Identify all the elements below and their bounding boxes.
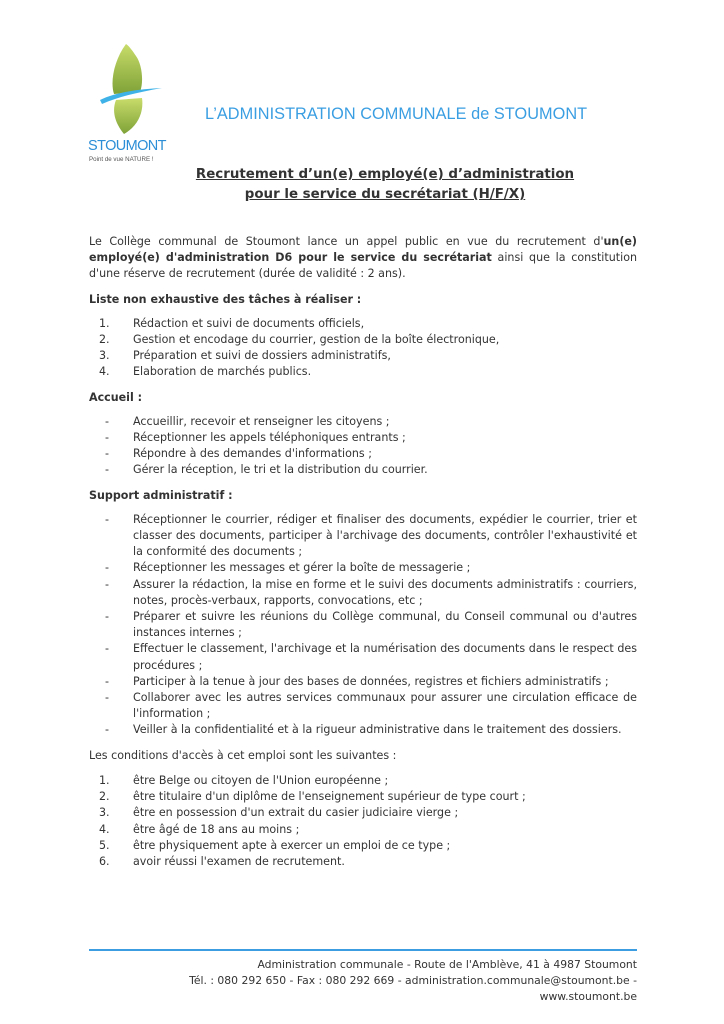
- list-item: [89, 446, 637, 462]
- list-marker: 3.: [99, 349, 110, 363]
- list-marker: -: [105, 447, 110, 461]
- list-item-text: Gérer la réception, le tri et la distribution du courrier.: [133, 463, 428, 477]
- list-item: [89, 641, 637, 673]
- list-item-text: Préparation et suivi de dossiers administratifs,: [133, 349, 391, 363]
- list-item-text: être titulaire d'un diplôme de l'enseignement supérieur de type court ;: [133, 790, 526, 804]
- list-item: [89, 348, 637, 364]
- list-item: [89, 430, 637, 446]
- intro-paragraph: [89, 234, 637, 283]
- footer: [89, 957, 637, 1005]
- list-item-text: Rédaction et suivi de documents officiels,: [133, 316, 365, 330]
- list-marker: -: [105, 463, 110, 477]
- list-item: [89, 722, 637, 738]
- tasks-heading: Liste non exhaustive des tâches à réaliser :: [89, 292, 362, 306]
- list-item: [89, 789, 637, 805]
- list-item-text: Veiller à la confidentialité et à la rigueur administrative dans le traitement des dossiers.: [133, 723, 622, 737]
- list-item: [89, 805, 637, 821]
- list-item-text: être Belge ou citoyen de l'Union européenne ;: [133, 773, 389, 787]
- conditions-intro: Les conditions d'accès à cet emploi sont les suivantes :: [89, 748, 397, 762]
- organization-title: L’ADMINISTRATION COMMUNALE de STOUMONT: [205, 105, 588, 123]
- logo-name: STOUMONT: [88, 138, 166, 154]
- list-item: [89, 854, 637, 870]
- conditions-list: [89, 773, 637, 870]
- stoumont-leaf-icon: [96, 42, 166, 137]
- list-marker: 2.: [99, 790, 110, 804]
- list-item: [89, 577, 637, 609]
- list-marker: -: [105, 577, 110, 591]
- list-marker: -: [105, 723, 110, 737]
- list-marker: -: [105, 674, 110, 688]
- list-item-text: Participer à la tenue à jour des bases de données, registres et fichiers administratifs ;: [133, 674, 609, 688]
- list-marker: 1.: [99, 316, 110, 330]
- list-marker: -: [105, 414, 110, 428]
- list-item-text: être âgé de 18 ans au moins ;: [133, 822, 300, 836]
- list-marker: 4.: [99, 365, 110, 379]
- list-item-text: Réceptionner le courrier, rédiger et finaliser des documents, expédier le courrier, trier et classer des documents, participer à l'archivage des documents, contrôler l'exhaustivité et la conformité des documents ;: [133, 512, 637, 559]
- list-item-text: Réceptionner les messages et gérer la boîte de messagerie ;: [133, 561, 471, 575]
- list-item: [89, 414, 637, 430]
- title-line-1: Recrutement d’un(e) employé(e) d’administration: [195, 167, 575, 182]
- list-item: [89, 773, 637, 789]
- title-line-2: pour le service du secrétariat (H/F/X): [244, 187, 526, 202]
- list-item-text: Elaboration de marchés publics.: [133, 365, 312, 379]
- accueil-heading: Accueil :: [89, 390, 143, 404]
- list-marker: 6.: [99, 854, 110, 868]
- list-item-text: être physiquement apte à exercer un emploi de ce type ;: [133, 838, 451, 852]
- list-marker: -: [105, 561, 110, 575]
- list-item: [89, 332, 637, 348]
- list-item-text: Effectuer le classement, l'archivage et la numérisation des documents dans le respect des procédures ;: [133, 642, 637, 672]
- list-marker: -: [105, 642, 110, 656]
- logo-tagline: Point de vue NATURE !: [89, 156, 154, 163]
- list-marker: -: [105, 431, 110, 445]
- list-item-text: Collaborer avec les autres services communaux pour assurer une circulation efficace de l'information ;: [133, 691, 637, 721]
- footer-contact: Tél. : 080 292 650 - Fax : 080 292 669 - administration.communale@stoumont.be - www.stoumont.be: [189, 974, 637, 1003]
- list-item-text: avoir réussi l'examen de recrutement.: [133, 854, 345, 868]
- list-marker: 3.: [99, 806, 110, 820]
- list-marker: -: [105, 610, 110, 624]
- list-marker: -: [105, 512, 110, 526]
- list-marker: -: [105, 691, 110, 705]
- list-item: [89, 462, 637, 478]
- list-item: [89, 609, 637, 641]
- list-item-text: Accueillir, recevoir et renseigner les citoyens ;: [133, 414, 390, 428]
- list-item: [89, 560, 637, 576]
- support-heading: Support administratif :: [89, 488, 233, 502]
- list-item-text: Assurer la rédaction, la mise en forme et le suivi des documents administratifs : courriers, notes, procès-verbaux, rapports, convocations, etc ;: [133, 577, 637, 607]
- list-item: [89, 512, 637, 561]
- accueil-list: [89, 414, 637, 479]
- list-item: [89, 316, 637, 332]
- list-item-text: Répondre à des demandes d'informations ;: [133, 447, 372, 461]
- document-title: [160, 165, 610, 205]
- intro-bold-text: un(e) employé(e) d'administration D6 pour le service du secrétariat: [89, 235, 637, 265]
- list-item: [89, 674, 637, 690]
- tasks-list: [89, 316, 637, 381]
- list-item-text: Gestion et encodage du courrier, gestion de la boîte électronique,: [133, 333, 500, 347]
- list-item: [89, 690, 637, 722]
- municipality-logo: [88, 42, 198, 172]
- list-item-text: être en possession d'un extrait du casier judiciaire vierge ;: [133, 806, 459, 820]
- list-item: [89, 822, 637, 838]
- intro-text: Le Collège communal de Stoumont lance un appel public en vue du recrutement d': [89, 235, 604, 248]
- footer-divider: [89, 949, 637, 951]
- document-body: [89, 234, 637, 870]
- list-marker: 5.: [99, 838, 110, 852]
- list-item-text: Réceptionner les appels téléphoniques entrants ;: [133, 431, 406, 445]
- list-marker: 2.: [99, 333, 110, 347]
- footer-address: Administration communale - Route de l'Amblève, 41 à 4987 Stoumont: [257, 958, 637, 971]
- list-item-text: Préparer et suivre les réunions du Collège communal, du Conseil communal ou d'autres instances internes ;: [133, 610, 637, 640]
- list-marker: 4.: [99, 822, 110, 836]
- list-item: [89, 364, 637, 380]
- list-marker: 1.: [99, 773, 110, 787]
- intro-text-end: ainsi que la constitution d'une réserve de recrutement (durée de validité : 2 ans).: [89, 251, 638, 281]
- support-list: [89, 512, 637, 739]
- list-item: [89, 838, 637, 854]
